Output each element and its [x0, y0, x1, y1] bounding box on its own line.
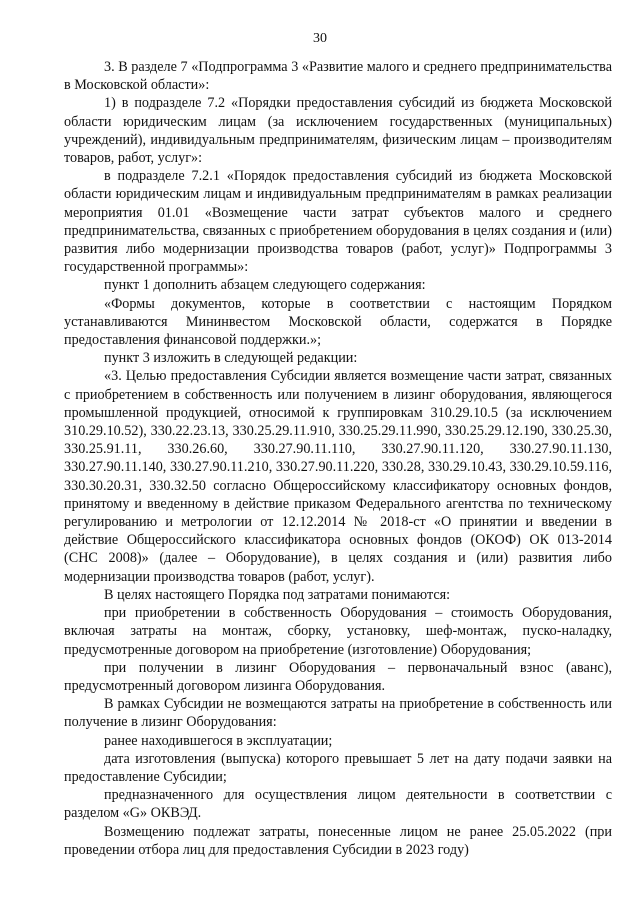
paragraph-subsection-7-2: 1) в подразделе 7.2 «Порядки предоставления субсидий из бюджета Московской области юридическим лицам (за исключением государственных (муниципальных) учреждений), индивидуальным предпринимателям, физическим лицам – производителям товаров, работ, услуг»: — [64, 95, 612, 167]
paragraph-costs-definition: В целях настоящего Порядка под затратами понимаются: — [104, 586, 451, 603]
paragraph-point-3-amend: пункт 3 изложить в следующей редакции: — [104, 350, 358, 367]
document-body — [64, 58, 612, 859]
paragraph-section-3: 3. В разделе 7 «Подпрограмма 3 «Развитие малого и среднего предпринимательства в Московской области»: — [64, 59, 612, 94]
paragraph-costs-purchase: при приобретении в собственность Оборудования – стоимость Оборудования, включая затраты на монтаж, сборку, установку, шеф-монтаж, пуско-наладку, предусмотренные договором на приобретение (изготовление) Оборудования; — [64, 605, 612, 658]
paragraph-exclusion-used: ранее находившегося в эксплуатации; — [104, 732, 333, 749]
paragraph-not-reimbursed: В рамках Субсидии не возмещаются затраты на приобретение в собственность или получение в лизинг Оборудования: — [64, 696, 612, 731]
paragraph-reimbursement-date: Возмещению подлежат затраты, понесенные лицом не ранее 25.05.2022 (при проведении отбора лиц для предоставления Субсидии в 2023 году) — [64, 823, 612, 858]
paragraph-exclusion-okved: предназначенного для осуществления лицом деятельности в соответствии с разделом «G» ОКВЭД. — [64, 787, 612, 822]
paragraph-point-1-amend: пункт 1 дополнить абзацем следующего содержания: — [104, 277, 426, 294]
page-number: 30 — [313, 31, 327, 46]
paragraph-costs-leasing: при получении в лизинг Оборудования – первоначальный взнос (аванс), предусмотренный договором лизинга Оборудования. — [64, 659, 612, 694]
paragraph-exclusion-age: дата изготовления (выпуска) которого превышает 5 лет на дату подачи заявки на предоставление Субсидии; — [64, 750, 612, 785]
paragraph-point-3-text: «3. Целью предоставления Субсидии является возмещение части затрат, связанных с приобретением в собственность или получением в лизинг оборудования, являющегося промышленной продукцией, относимой к группировкам 310.29.10.5 (за исключением 310.29.10.52), 330.22.23.13, 330.25.29.11.910, 330.25.29.11.990, 330.25.29.12.190, 330.25.30, 330.25.91.11, 330.26.60, 330.27.90.11.110, 330.27.90.11.120, 330.27.90.11.130, 330.27.90.11.140, 330.27.90.11.210, 330.27.90.11.220, 330.28, 330.29.10.43, 330.29.10.59.116, 330.30.20.31, 330.32.50 согласно Общероссийскому классификатору основных фондов, принятому и введенному в действие приказом Федерального агентства по техническому регулированию и метрологии от 12.12.2014 № 2018-ст «О принятии и введении в действие Общероссийского классификатора основных фондов (ОКОФ) ОК 013-2014 (СНС 2008)» (далее – Оборудование), в целях создания и (или) развития либо модернизации производства товаров (работ, услуг). — [64, 368, 612, 585]
paragraph-subsection-7-2-1: в подразделе 7.2.1 «Порядок предоставления субсидий из бюджета Московской области юридическим лицам и индивидуальным предпринимателям в рамках реализации мероприятия 01.01 «Возмещение части затрат субъектов малого и среднего предпринимательства, связанных с приобретением оборудования в целях создания и (или) развития либо модернизации производства товаров (работ, услуг)» Подпрограммы 3 государственной программы»: — [64, 168, 612, 276]
paragraph-forms-quote: «Формы документов, которые в соответствии с настоящим Порядком устанавливаются Мининвестом Московской области, содержатся в Порядке предоставления финансовой поддержки.»; — [64, 295, 612, 349]
